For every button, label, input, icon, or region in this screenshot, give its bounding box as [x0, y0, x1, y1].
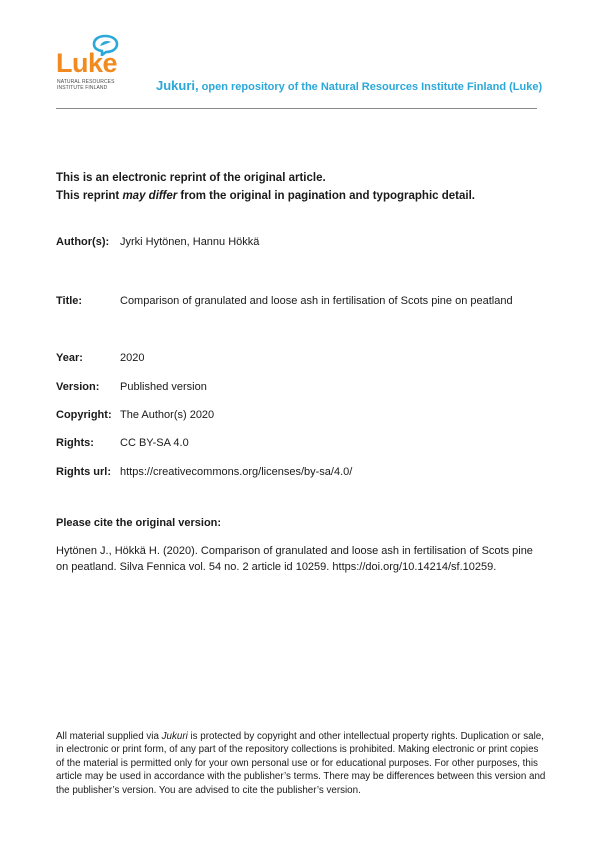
disclaimer-post: is protected by copyright and other intellectual property rights. Duplication or sale, in electronic or print form, of any part of the repository collections is prohibited. Making electronic or print copies of the material is permitted only for your own personal use or for educational purposes. For other purposes, this article may be used in accordance with the publisher’s terms. There may be differences between this version and the publisher’s version. You are advised to cite the publisher’s version. [56, 731, 546, 796]
luke-logo [56, 34, 126, 92]
disclaimer-repo-name: Jukuri [161, 731, 188, 742]
logo-subtitle-line1: NATURAL RESOURCES [57, 79, 115, 85]
rights-url-label: Rights url: [56, 466, 111, 478]
logo-subtitle [57, 79, 127, 91]
copyright-disclaimer [56, 730, 546, 797]
header-divider [56, 108, 537, 109]
authors-value: Jyrki Hytönen, Hannu Hökkä [120, 236, 260, 248]
rights-value: CC BY-SA 4.0 [120, 437, 189, 449]
repository-tagline: open repository of the Natural Resources Institute Finland (Luke) [198, 81, 543, 93]
year-label: Year: [56, 352, 83, 364]
version-label: Version: [56, 381, 100, 393]
citation-heading: Please cite the original version: [56, 517, 222, 529]
version-value: Published version [120, 381, 207, 393]
title-label: Title: [56, 295, 83, 307]
rights-url-link[interactable]: https://creativecommons.org/licenses/by-sa/4.0/ [120, 466, 353, 478]
rights-label: Rights: [56, 437, 94, 449]
reprint-notice-line1: This is an electronic reprint of the original article. [56, 172, 326, 184]
reprint-notice-line2-pre: This reprint [56, 190, 123, 202]
title-value: Comparison of granulated and loose ash in fertilisation of Scots pine on peatland [120, 295, 513, 307]
disclaimer-pre: All material supplied via [56, 731, 162, 742]
reprint-notice-line2-post: from the original in pagination and typographic detail. [177, 190, 475, 202]
reprint-notice [56, 169, 475, 205]
logo-subtitle-line2: INSTITUTE FINLAND [57, 85, 108, 91]
citation-text: Hytönen J., Hökkä H. (2020). Comparison of granulated and loose ash in fertilisation of Scots pine on peatland. Silva Fennica vol. 54 no. 2 article id 10259. https://doi.org/10.14214/sf.10259. [56, 545, 533, 573]
copyright-value: The Author(s) 2020 [120, 409, 215, 421]
repository-header [156, 78, 542, 93]
copyright-label: Copyright: [56, 409, 112, 421]
reprint-notice-emphasis: may differ [122, 190, 178, 202]
logo-wordmark: Luke [56, 48, 118, 78]
year-value: 2020 [120, 352, 145, 364]
reprint-notice-line2 [56, 187, 475, 205]
authors-label: Author(s): [56, 236, 110, 248]
repository-name: Jukuri, [156, 78, 199, 93]
